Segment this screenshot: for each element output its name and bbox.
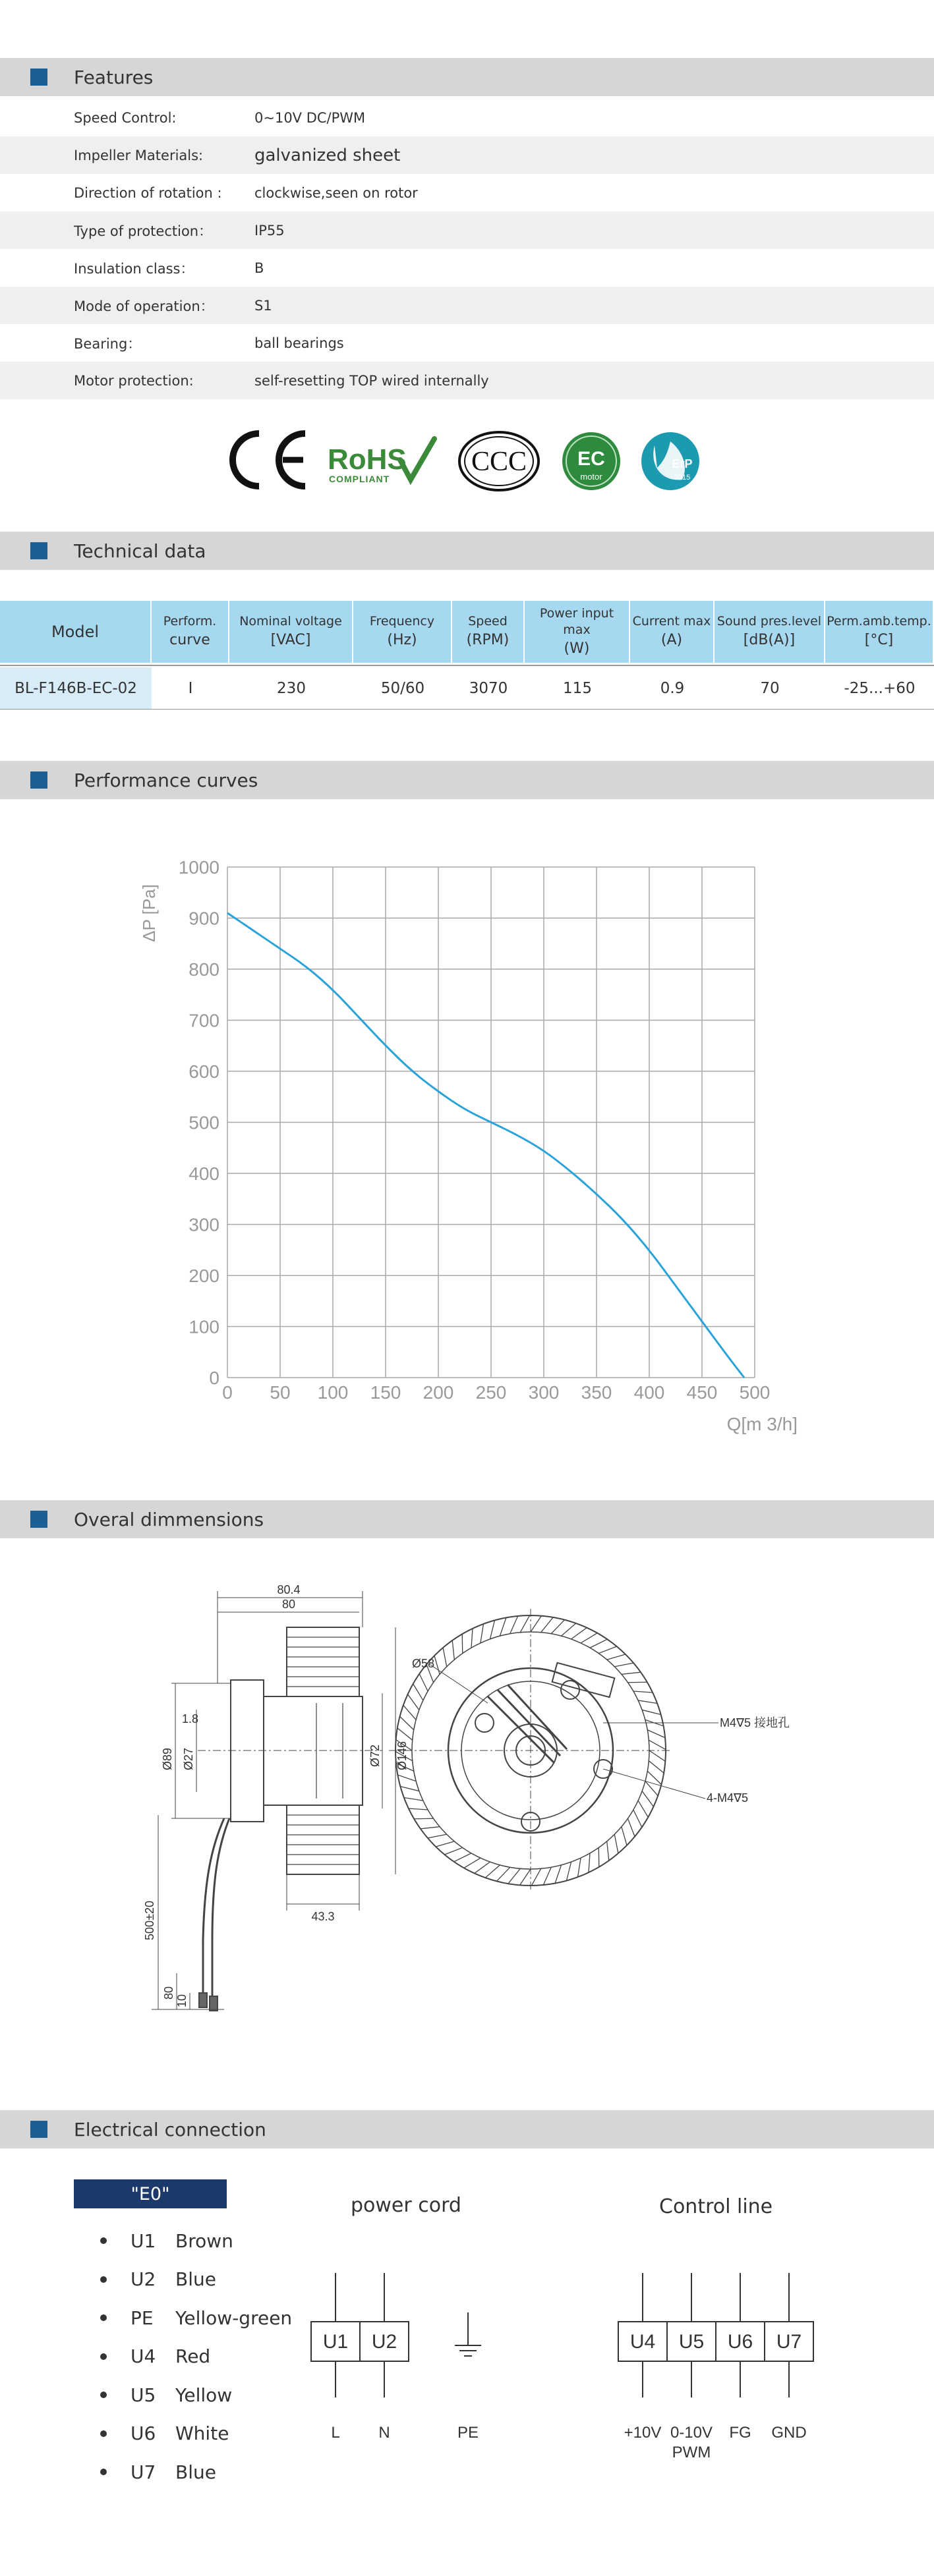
impeller-blade [403,1705,416,1720]
y-tick-label: 200 [189,1266,219,1286]
performance-title: Performance curves [74,769,258,791]
terminal-label: U1 [322,2331,349,2353]
impeller-blade [444,1847,462,1855]
wire-item [100,2376,292,2415]
feature-label: Direction of rotation : [74,184,222,201]
header-line-1: Sound pres.level [716,614,822,629]
wire-color: Blue [175,2268,216,2291]
impeller-blade [508,1868,520,1884]
y-tick-label: 300 [189,1214,219,1235]
dim-d89: Ø89 [161,1747,174,1771]
section-marker-icon [30,1511,47,1528]
table-cell: 115 [563,680,592,697]
table-cell: 230 [277,680,306,697]
impeller-blade [496,1867,510,1881]
impeller-blade [464,1858,481,1868]
impeller-blade [485,1865,500,1878]
technical-header [0,532,934,570]
impeller-blade [428,1834,447,1838]
feature-label: Mode of operation： [74,298,214,314]
feature-label: Motor protection: [74,372,194,389]
header-line-1: Perform. [163,614,217,629]
feature-value: IP55 [254,222,285,238]
ccc-text: CCC [471,447,527,477]
erp-logo-icon [641,432,699,490]
table-header-cell [152,601,229,663]
ce-mark-icon [227,427,305,486]
x-tick-label: 400 [633,1382,665,1403]
impeller-blade [404,1798,423,1801]
performance-header [0,761,934,799]
electrical-title: Electrical connection [74,2118,266,2141]
wire-code: PE [131,2307,154,2329]
technical-table-header [0,601,934,663]
impeller-blade [510,1616,518,1634]
impeller-blade [590,1639,607,1648]
dimensions-title: Overal dimmensions [74,1508,264,1530]
dimension-drawing [119,1571,857,2079]
header-line-1: Current max [632,614,711,629]
table-divider [0,709,934,710]
impeller-blade [622,1672,641,1674]
feature-row [0,174,934,211]
impeller-blade [551,1620,564,1634]
dim-m4-ground: M4∇5 接地孔 [720,1716,790,1729]
impeller-blade [638,1700,657,1704]
dimensions-header [0,1500,934,1538]
feature-row [0,287,934,324]
impeller-blade [581,1633,597,1643]
impeller-blade [607,1654,626,1660]
table-header-cell [825,601,934,663]
impeller-blade [543,1867,551,1885]
control-pin-sublabel: PWM [672,2444,711,2457]
impeller-blade [421,1827,440,1829]
impeller-blade [541,1617,553,1633]
dim-80-4: 80.4 [277,1583,301,1596]
wire-code: U7 [131,2461,156,2483]
x-tick-label: 350 [581,1382,612,1403]
performance-curve-line [227,913,744,1378]
control-pin-label: 0-10V [670,2424,713,2442]
section-marker-icon [30,2121,47,2138]
rohs-text: RoHS [328,443,407,476]
ec-sub-text: motor [580,472,602,482]
feature-row [0,362,934,399]
feature-label: Bearing： [74,335,142,352]
power-pin-label: L [331,2424,340,2442]
feature-row [0,136,934,174]
x-tick-label: 50 [270,1382,291,1403]
terminal-label: U2 [371,2331,397,2353]
y-tick-label: 500 [189,1112,219,1133]
impeller-blade [614,1834,618,1853]
feature-value: self-resetting TOP wired internally [254,372,489,389]
impeller-blade [607,1841,609,1861]
impeller-blade [443,1648,447,1667]
impeller-blade [436,1841,454,1847]
impeller-blade [409,1808,428,1810]
feature-value: clockwise,seen on rotor [254,184,418,201]
bullet-icon [100,2314,107,2321]
impeller-blade [649,1740,666,1749]
impeller-blade [555,1865,562,1884]
technical-title: Technical data [74,540,206,562]
table-cell: 50/60 [380,680,425,697]
x-tick-label: 500 [739,1382,771,1403]
impeller-blade [471,1629,473,1648]
header-line-1: Perm.amb.temp. [827,614,931,629]
dim-4-m4: 4-M4∇5 [707,1791,749,1805]
rohs-logo-icon [328,439,434,484]
ec-text: EC [577,448,605,470]
impeller-blade [642,1791,653,1807]
performance-chart [132,843,824,1456]
impeller-blade [413,1684,423,1700]
impeller-blade [408,1694,419,1710]
control-pin-label: GND [771,2424,807,2442]
wire-color-list [100,2222,292,2492]
y-tick-label: 100 [189,1316,219,1337]
wire-code: U4 [131,2345,156,2368]
feature-row [0,249,934,287]
header-line-1: Nominal voltage [239,614,342,629]
impeller-blade [400,1786,419,1791]
x-tick-label: 200 [423,1382,454,1403]
wire-item [100,2415,292,2453]
wire-item [100,2453,292,2492]
impeller-blade [454,1853,471,1862]
dim-d27: Ø27 [182,1747,195,1771]
feature-label: Speed Control: [74,109,177,126]
feature-value: ball bearings [254,335,344,351]
impeller-blade [622,1827,627,1845]
impeller-blade [475,1862,490,1873]
x-axis-label: Q[m 3/h] [726,1414,798,1434]
feature-label: Impeller Materials: [74,147,204,163]
header-line-2: (W) [564,640,590,657]
table-cell: BL-F146B-EC-02 [0,667,152,710]
erp-text: ErP [672,457,693,470]
dim-d146: Ø146 [395,1741,409,1771]
terminal-label: U4 [629,2331,656,2353]
impeller-blade [578,1858,581,1877]
header-line-2: (RPM) [466,631,510,648]
power-pin-label: PE [457,2424,479,2442]
y-tick-label: 1000 [178,857,219,878]
control-pin-label: +10V [624,2424,662,2442]
impeller-blade [633,1810,642,1827]
impeller-blade [571,1628,587,1639]
power-pin-label: N [378,2424,390,2442]
bullet-icon [100,2237,107,2244]
impeller-blade [397,1728,413,1740]
table-cell: 70 [760,680,780,697]
feature-row [0,211,934,249]
control-pin-label: FG [729,2424,751,2442]
impeller-blade [531,1868,540,1886]
wire-color: Yellow-green [175,2307,293,2329]
header-line-1: Model [51,622,100,641]
table-divider [0,665,934,666]
table-header-cell [452,601,525,663]
header-line-2: [dB(A)] [743,631,796,648]
impeller-blade [649,1750,665,1761]
impeller-blade [628,1818,635,1836]
y-axis-label: ΔP [Pa] [139,884,159,942]
y-tick-label: 400 [189,1163,219,1184]
impeller-blade [481,1624,484,1643]
erp-year-text: 2015 [674,474,691,482]
feature-label: Type of protection： [74,223,213,239]
dim-80: 80 [281,1598,296,1611]
technical-table-row [0,667,934,710]
dim-43-3: 43.3 [311,1910,335,1923]
impeller-blade [638,1801,648,1817]
impeller-blade [614,1663,633,1667]
features-title: Features [74,66,154,88]
feature-row [0,324,934,362]
table-cell: 3070 [469,680,508,697]
wire-code: U6 [131,2422,156,2445]
impeller-blade [452,1640,454,1660]
table-header-cell [229,601,353,663]
header-line-2: (A) [660,631,683,648]
table-header-cell [715,601,825,663]
feature-value: B [254,260,264,276]
impeller-blade [598,1646,616,1654]
x-tick-label: 450 [686,1382,718,1403]
header-line-2: curve [169,631,210,648]
y-tick-label: 800 [189,959,219,980]
wiring-code-badge: "E0" [74,2179,227,2208]
wire-item [100,2260,292,2299]
x-tick-label: 150 [370,1382,401,1403]
wire-color: Blue [175,2461,216,2483]
header-line-2: [VAC] [270,631,311,648]
wire-code: U1 [131,2229,156,2252]
section-marker-icon [30,542,47,559]
x-tick-label: 0 [222,1382,233,1403]
table-header-cell [353,601,452,663]
control-line-title: Control line [659,2195,773,2218]
table-cell: I [188,680,193,697]
wire-color: Red [175,2345,211,2368]
dim-d72: Ø72 [368,1744,382,1768]
table-cell: -25...+60 [844,680,916,697]
impeller-blade [633,1691,653,1693]
impeller-blade [419,1674,428,1691]
impeller-blade [531,1616,541,1632]
section-marker-icon [30,69,47,86]
ec-motor-logo-icon [562,432,620,490]
dim-cable-80: 80 [162,1986,175,2000]
ccc-logo-icon [459,432,539,490]
wire-code: U2 [131,2268,156,2291]
feature-row [0,99,934,136]
impeller-blade [642,1710,660,1714]
bullet-icon [100,2469,107,2475]
table-header-cell [0,601,152,663]
x-tick-label: 100 [317,1382,349,1403]
impeller-blade [414,1818,433,1819]
bullet-icon [100,2276,107,2283]
bullet-icon [100,2353,107,2360]
header-line-1: Power input max [539,605,614,638]
header-line-1: Speed [468,614,508,629]
dim-cable-10: 10 [175,1994,189,2008]
y-tick-label: 0 [209,1368,219,1388]
impeller-blade [434,1656,440,1674]
impeller-blade [562,1623,576,1636]
impeller-blade [400,1716,414,1729]
feature-value: galvanized sheet [254,145,401,165]
x-tick-label: 300 [528,1382,560,1403]
impeller-blade [628,1682,647,1683]
impeller-blade [462,1634,463,1653]
y-tick-label: 900 [189,908,219,929]
ce-text: CE [227,427,229,428]
wire-item [100,2299,292,2338]
y-tick-label: 600 [189,1061,219,1082]
connection-diagram [290,2260,883,2457]
wire-color: Brown [175,2229,233,2252]
impeller-blade [649,1761,664,1773]
dim-1-8: 1.8 [182,1712,199,1725]
rohs-sub-text: COMPLIANT [329,474,390,484]
header-line-2: [°C] [864,631,894,648]
impeller-blade [500,1617,506,1636]
y-tick-label: 700 [189,1010,219,1031]
terminal-label: U5 [678,2331,705,2353]
dim-500: 500±20 [143,1901,156,1940]
features-header [0,58,934,96]
terminal-label: U6 [727,2331,753,2353]
feature-value: 0~10V DC/PWM [254,109,366,126]
x-tick-label: 250 [475,1382,507,1403]
impeller-blade [566,1862,571,1880]
bullet-icon [100,2392,107,2398]
certification-logos [227,427,728,493]
table-header-cell [630,601,715,663]
header-line-2: (Hz) [387,631,417,648]
header-line-1: Frequency [369,614,435,629]
impeller-blade [520,1869,531,1885]
section-marker-icon [30,771,47,789]
table-cell: 0.9 [660,680,685,697]
wire-item [100,2222,292,2260]
impeller-blade [490,1620,494,1638]
power-cord-title: power cord [351,2194,461,2217]
wire-item [100,2338,292,2376]
electrical-header [0,2110,934,2148]
feature-label: Insulation class： [74,260,194,277]
feature-value: S1 [254,297,272,314]
impeller-blade [397,1775,416,1781]
terminal-label: U7 [776,2331,802,2353]
dim-d58: Ø58 [412,1657,435,1670]
impeller-blade [647,1730,665,1738]
impeller-blade [520,1615,529,1633]
impeller-blade [589,1853,590,1872]
wire-color: Yellow [175,2384,233,2406]
bullet-icon [100,2430,107,2437]
wire-color: White [175,2422,229,2445]
wire-code: U5 [131,2384,156,2406]
impeller-blade [645,1781,658,1796]
impeller-blade [598,1847,599,1866]
table-header-cell [525,601,630,663]
